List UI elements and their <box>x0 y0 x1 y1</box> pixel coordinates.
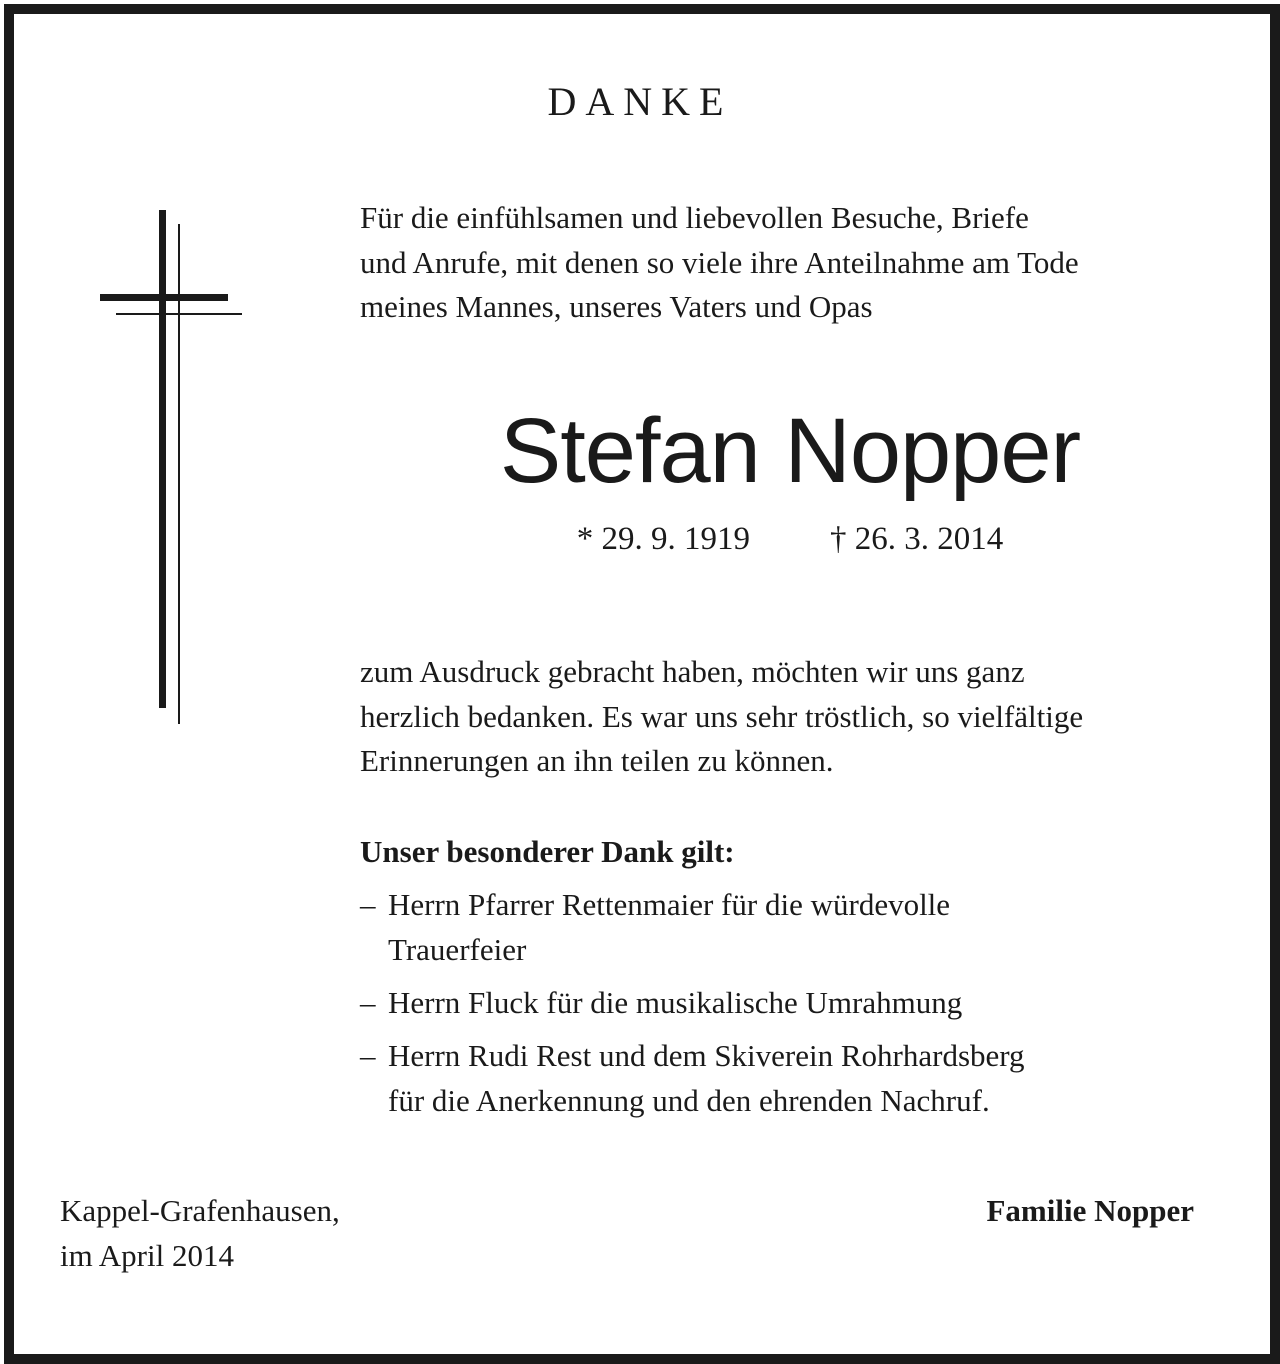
deceased-name: Stefan Nopper <box>499 400 1081 502</box>
thanks-list <box>360 882 1240 1131</box>
dash-marker: – <box>360 887 376 922</box>
death-date: † 26. 3. 2014 <box>830 521 1004 557</box>
list-item-text: Herrn Pfarrer Rettenmaier für die würdevolle Trauerfeier <box>388 887 951 967</box>
cross-horizontal-thick <box>100 294 228 301</box>
list-item-text: Herrn Fluck für die musikalische Umrahmung <box>388 985 963 1020</box>
dash-marker: – <box>360 985 376 1020</box>
notice-heading: DANKE <box>547 79 733 124</box>
list-item <box>360 882 1240 972</box>
dash-marker: – <box>360 1038 376 1073</box>
cross-horizontal-thin <box>116 313 242 315</box>
birth-date: * 29. 9. 1919 <box>576 521 750 557</box>
cross-vertical-thick <box>159 210 166 708</box>
life-dates <box>360 520 1220 560</box>
list-item <box>360 1033 1240 1123</box>
closing-text: zum Ausdruck gebracht haben, möchten wir uns ganz herzlich bedanken. Es war uns sehr tröstlich, so vielfältige Erinnerungen an ihn teilen zu können. <box>360 654 1084 778</box>
intro-text: Für die einfühlsamen und liebevollen Besuche, Briefe und Anrufe, mit denen so viele ihre Anteilnahme am Tode meines Mannes, unseres Vaters und Opas <box>360 200 1079 324</box>
list-item <box>360 980 1240 1025</box>
signature: Familie Nopper <box>986 1193 1194 1228</box>
thanks-title: Unser besonderer Dank gilt: <box>360 834 735 869</box>
list-item-text: Herrn Rudi Rest und dem Skiverein Rohrhardsberg für die Anerkennung und den ehrenden Nachruf. <box>388 1038 1025 1118</box>
place-and-date: Kappel-Grafenhausen, im April 2014 <box>60 1193 340 1273</box>
cross-icon <box>98 210 248 730</box>
